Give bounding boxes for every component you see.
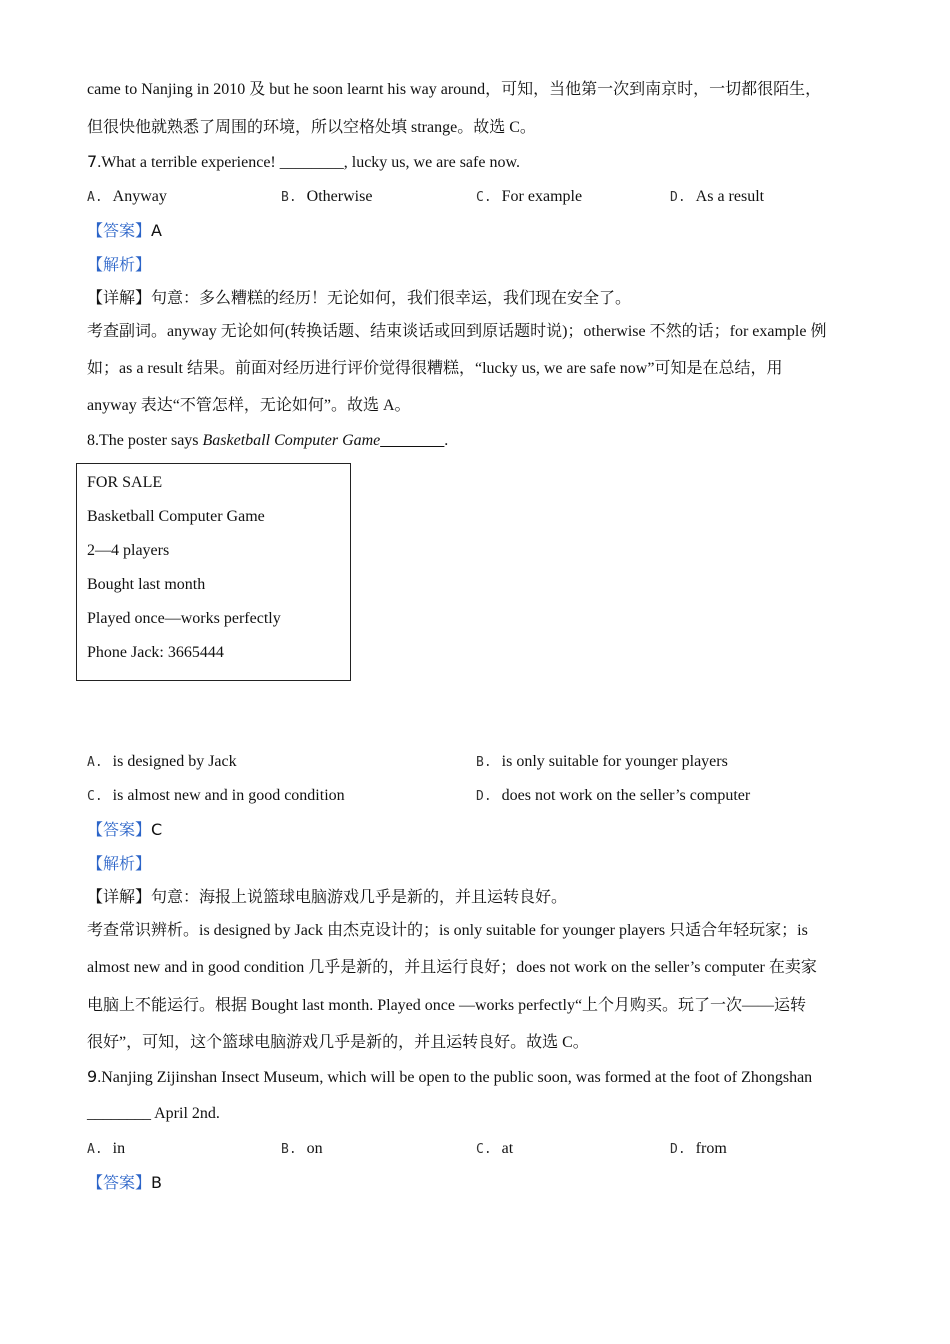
- q7-stem-text: .What a terrible experience! ________, lucky us, we are safe now.: [97, 154, 520, 171]
- q8-detail-1: 【详解】句意：海报上说篮球电脑游戏几乎是新的，并且运转良好。: [87, 889, 568, 906]
- q7-stem: [87, 152, 520, 173]
- q8-detail-4: 电脑上不能运行。根据 Bought last month. Played once —works perfectly“上个月购买。玩了一次——运转: [87, 997, 807, 1014]
- q8-option-d: D. does not work on the seller’s computer: [476, 787, 751, 804]
- q9-option-c: C. at: [476, 1140, 514, 1157]
- q9-option-d: D. from: [670, 1140, 727, 1157]
- q9-option-a: A. in: [87, 1140, 126, 1157]
- poster-line-5: Played once—works perfectly: [87, 610, 281, 627]
- q8-detail-2: 考查常识辨析。is designed by Jack 由杰克设计的；is only suitable for younger players 只适合年轻玩家；is: [87, 922, 808, 939]
- poster-line-3: 2—4 players: [87, 542, 170, 559]
- q7-option-c: C. For example: [476, 188, 583, 205]
- q8-option-b: B. is only suitable for younger players: [476, 753, 728, 770]
- q7-detail-1: 【详解】句意：多么糟糕的经历！无论如何，我们很幸运，我们现在安全了。: [87, 290, 632, 307]
- q7-detail-2: 考查副词。anyway 无论如何(转换话题、结束谈话或回到原话题时说)；otherwise 不然的话；for example 例: [87, 323, 827, 340]
- poster-line-4: Bought last month: [87, 576, 206, 593]
- q8-detail-3: almost new and in good condition 几乎是新的，并且运行良好；does not work on the seller’s computer 在卖家: [87, 959, 817, 976]
- q9-answer: 【答案】B: [87, 1173, 162, 1192]
- q8-stem: 8.The poster says Basketball Computer Game________.: [87, 432, 449, 449]
- q7-detail-3: 如；as a result 结果。前面对经历进行评价觉得很糟糕，“lucky us, we are safe now”可知是在总结，用: [87, 360, 783, 377]
- poster-line-6: Phone Jack: 3665444: [87, 644, 224, 661]
- intro-line-1: came to Nanjing in 2010 及 but he soon learnt his way around，可知，当他第一次到南京时，一切都很陌生，: [87, 81, 822, 98]
- q7-answer: 【答案】A: [87, 221, 162, 240]
- q9-stem-line-1: 9.Nanjing Zijinshan Insect Museum, which will be open to the public soon, was formed at the foot of Zhongshan: [87, 1067, 813, 1086]
- q8-detail-5: 很好”，可知，这个篮球电脑游戏几乎是新的，并且运转良好。故选 C。: [87, 1034, 589, 1051]
- q7-analysis-heading: 【解析】: [87, 257, 152, 274]
- for-sale-poster: [76, 463, 351, 681]
- q7-detail-4: anyway 表达“不管怎样，无论如何”。故选 A。: [87, 397, 411, 414]
- q8-answer: 【答案】C: [87, 820, 163, 839]
- q9-option-b: B. on: [281, 1140, 323, 1157]
- poster-line-2: Basketball Computer Game: [87, 508, 265, 525]
- q9-stem-line-2: ________ April 2nd.: [87, 1105, 220, 1122]
- q8-option-c: C. is almost new and in good condition: [87, 787, 345, 804]
- q9-number: 9: [87, 1067, 98, 1086]
- q8-option-a: A. is designed by Jack: [87, 753, 237, 770]
- q7-number: 7: [87, 152, 98, 171]
- q8-analysis-heading: 【解析】: [87, 856, 152, 873]
- poster-line-1: FOR SALE: [87, 474, 163, 491]
- q7-option-a: A. Anyway: [87, 188, 167, 205]
- intro-line-2: 但很快他就熟悉了周围的环境，所以空格处填 strange。故选 C。: [87, 119, 536, 136]
- q7-option-d: D. As a result: [670, 188, 765, 205]
- q7-option-b: B. Otherwise: [281, 188, 373, 205]
